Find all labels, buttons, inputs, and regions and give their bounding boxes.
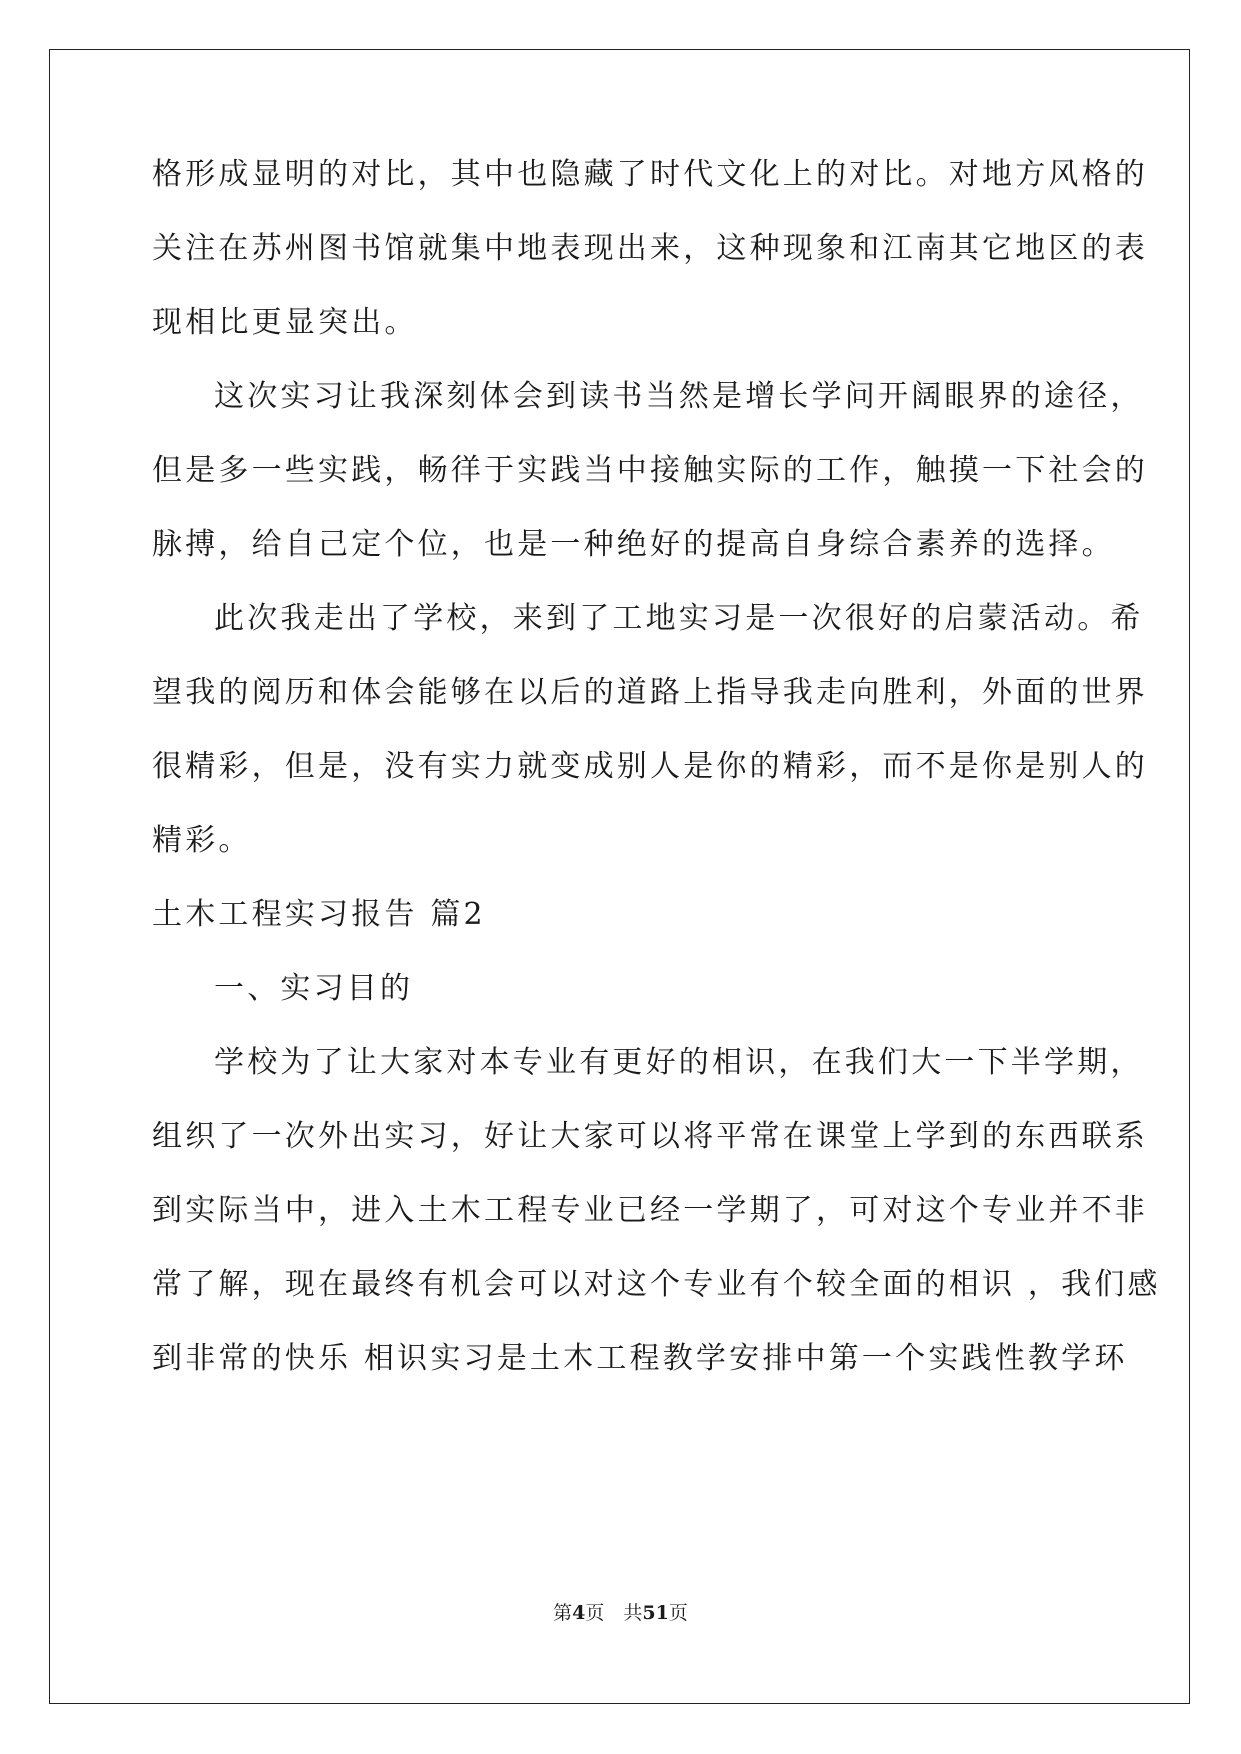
text-line: 关注在苏州图书馆就集中地表现出来，这种现象和江南其它地区的表	[152, 231, 1148, 266]
text-line: 现相比更显突出。	[152, 305, 418, 340]
paragraph-start-line: 这次实习让我深刻体会到读书当然是增长学问开阔眼界的途径，	[214, 379, 1144, 414]
paragraph-start-line: 学校为了让大家对本专业有更好的相识，在我们大一下半学期，	[214, 1045, 1144, 1080]
page-border	[49, 49, 1190, 1704]
page-number: 4	[572, 1602, 586, 1624]
text-line: 精彩。	[152, 823, 252, 858]
section-heading: 土木工程实习报告 篇2	[152, 897, 486, 932]
page-total: 51	[642, 1602, 669, 1624]
subsection-heading: 一、实习目的	[214, 971, 414, 1006]
text-line: 常了解，现在最终有机会可以对这个专业有个较全面的相识 ，我们感	[152, 1267, 1161, 1302]
text-line: 格形成显明的对比，其中也隐藏了时代文化上的对比。对地方风格的	[152, 157, 1148, 192]
page-suffix: 页	[668, 1602, 688, 1624]
text-line: 脉搏，给自己定个位，也是一种绝好的提高自身综合素养的选择。	[152, 527, 1115, 562]
page-prefix: 第	[553, 1602, 573, 1624]
text-line: 但是多一些实践，畅徉于实践当中接触实际的工作，触摸一下社会的	[152, 453, 1148, 488]
text-line: 到非常的快乐 相识实习是土木工程教学安排中第一个实践性教学环	[152, 1341, 1128, 1376]
text-line: 很精彩，但是，没有实力就变成别人是你的精彩，而不是你是别人的	[152, 749, 1148, 784]
text-line: 到实际当中，进入土木工程专业已经一学期了，可对这个专业并不非	[152, 1193, 1148, 1228]
text-line: 组织了一次外出实习，好让大家可以将平常在课堂上学到的东西联系	[152, 1119, 1148, 1154]
paragraph-start-line: 此次我走出了学校，来到了工地实习是一次很好的启蒙活动。希	[214, 601, 1144, 636]
text-line: 望我的阅历和体会能够在以后的道路上指导我走向胜利，外面的世界	[152, 675, 1148, 710]
page-mid: 页 共	[585, 1602, 643, 1624]
page-footer	[0, 1598, 1241, 1625]
